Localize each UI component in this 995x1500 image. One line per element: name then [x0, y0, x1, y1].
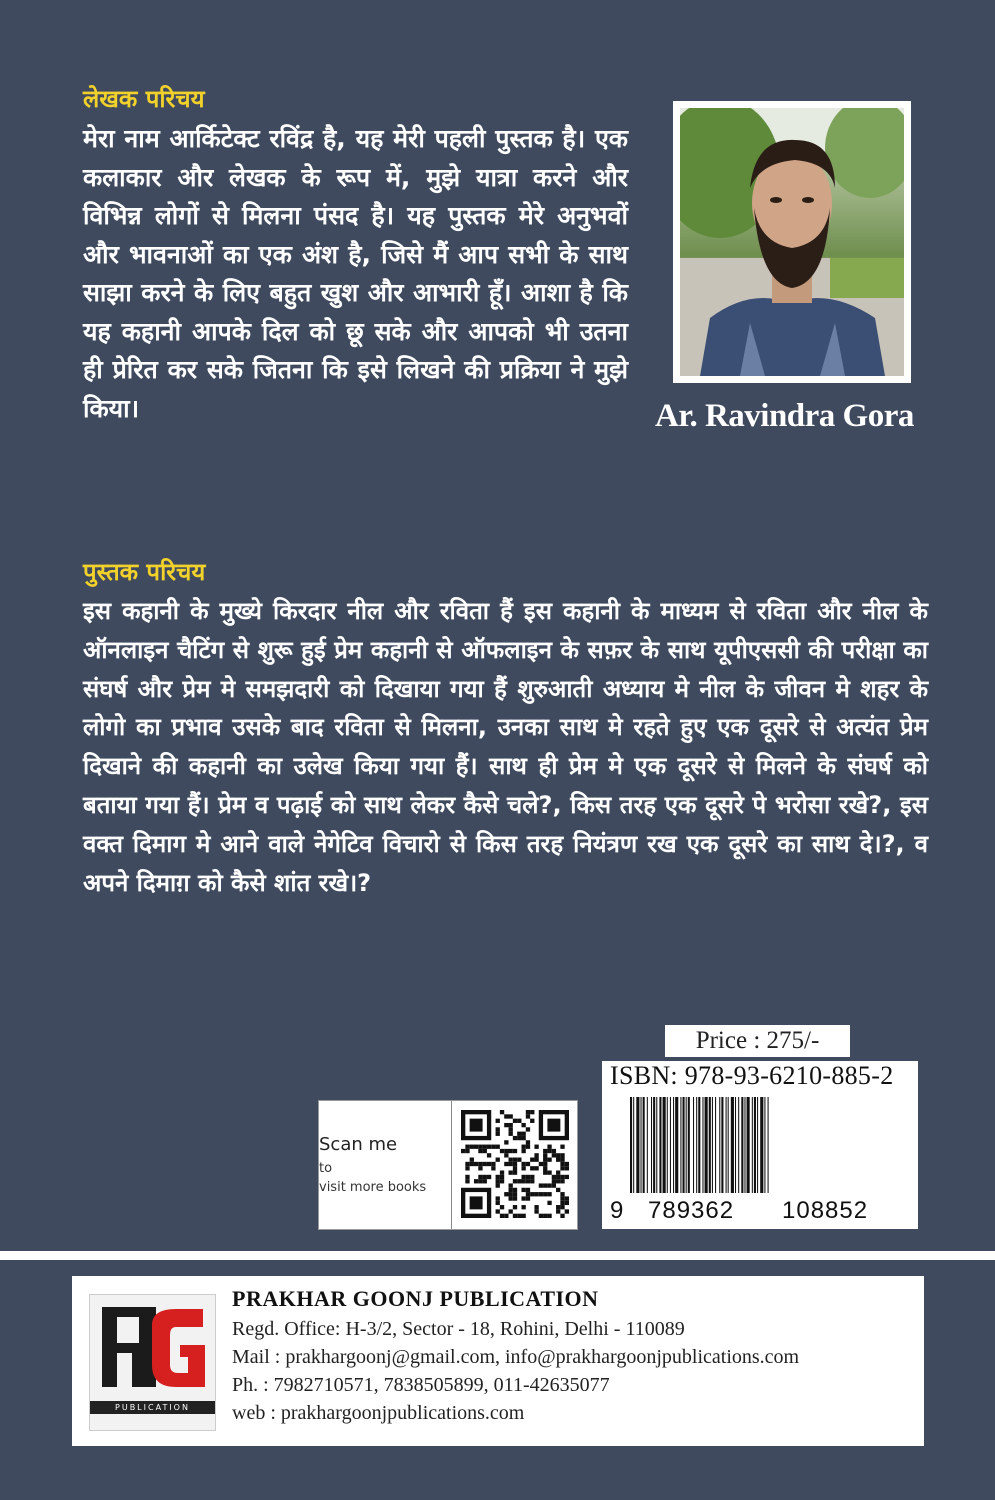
publisher-mail[interactable]: Mail : prakhargoonj@gmail.com, info@prakhargoonjpublications.com: [232, 1346, 800, 1368]
pg-logo-icon: [90, 1295, 215, 1401]
book-section-heading: पुस्तक परिचय: [83, 558, 206, 586]
author-bio: मेरा नाम आर्किटेक्ट रविंद्र है, यह मेरी पहली पुस्तक है। एक कलाकार और लेखक के रूप में, मुझे यात्रा करने और विभिन्न लोगों से मिलना पंसद है। यह पुस्तक मेरे अनुभवों और भावनाओं का एक अंश है, जिसे मैं आप सभी के साथ साझा करने के लिए बहुत खुश और आभारी हूँ। आशा है कि यह कहानी आपके दिल को छू सके और आपको भी उतना ही प्रेरित कर सके जितना कि इसे लिखने की प्रक्रिया ने मुझे किया।: [83, 124, 628, 423]
publisher-phone: Ph. : 7982710571, 7838505899, 011-42635077: [232, 1374, 610, 1396]
author-photo: [680, 108, 904, 376]
qr-code-icon[interactable]: [461, 1110, 569, 1218]
qr-subtitle-line2: visit more books: [319, 1180, 427, 1195]
author-photo-frame: [673, 101, 911, 383]
isbn-label: ISBN: 978-93-6210-885-2: [610, 1061, 894, 1090]
barcode-icon: [630, 1097, 902, 1193]
publisher-logo: [89, 1294, 216, 1431]
book-summary: इस कहानी के मुख्ये किरदार नील और रविता हैं इस कहानी के माध्यम से रविता और नील के ऑनलाइन चैटिंग से शुरू हुई प्रेम कहानी से ऑफलाइन के सफ़र के साथ यूपीएससी की परीक्षा का संघर्ष और प्रेम मे समझदारी को दिखाया गया हैं शुरुआती अध्याय मे नील के जीवन मे शहर के लोगो का प्रभाव उसके बाद रविता से मिलना, उनका साथ मे रहते हुए एक दूसरे से अत्यंत प्रेम दिखाने की कहानी का उलेख किया गया हैं। साथ ही प्रेम मे एक दूसरे से मिलने के संघर्ष को बताया गया हैं। प्रेम व पढ़ाई को साथ लेकर कैसे चले?, किस तरह एक दूसरे पे भरोसा रखे?, इस वक्त दिमाग मे आने वाले नेगेटिव विचारो से किस तरह नियंत्रण रख एक दूसरे का साथ दे।?, व अपने दिमाग़ को कैसे शांत रखे।?: [83, 597, 928, 897]
price-label: Price : 275/-: [665, 1025, 850, 1057]
qr-subtitle-line1: to: [319, 1161, 333, 1176]
publisher-web[interactable]: web : prakhargoonjpublications.com: [232, 1402, 525, 1424]
qr-card[interactable]: [318, 1100, 578, 1230]
barcode-digits-group2: 108852: [782, 1197, 869, 1224]
barcode-digit-first: 9: [610, 1197, 624, 1224]
logo-caption: PUBLICATION: [90, 1401, 215, 1414]
publisher-office: Regd. Office: H-3/2, Sector - 18, Rohini, Delhi - 110089: [232, 1318, 685, 1340]
footer-divider: [0, 1251, 995, 1260]
isbn-barcode: [602, 1061, 918, 1229]
author-name: Ar. Ravindra Gora: [655, 398, 914, 434]
barcode-digits-group1: 789362: [648, 1197, 735, 1224]
qr-divider: [451, 1101, 452, 1229]
publisher-name: PRAKHAR GOONJ PUBLICATION: [232, 1286, 599, 1311]
author-section-heading: लेखक परिचय: [83, 85, 205, 113]
publisher-card: [72, 1276, 924, 1446]
qr-title: Scan me: [319, 1134, 398, 1155]
